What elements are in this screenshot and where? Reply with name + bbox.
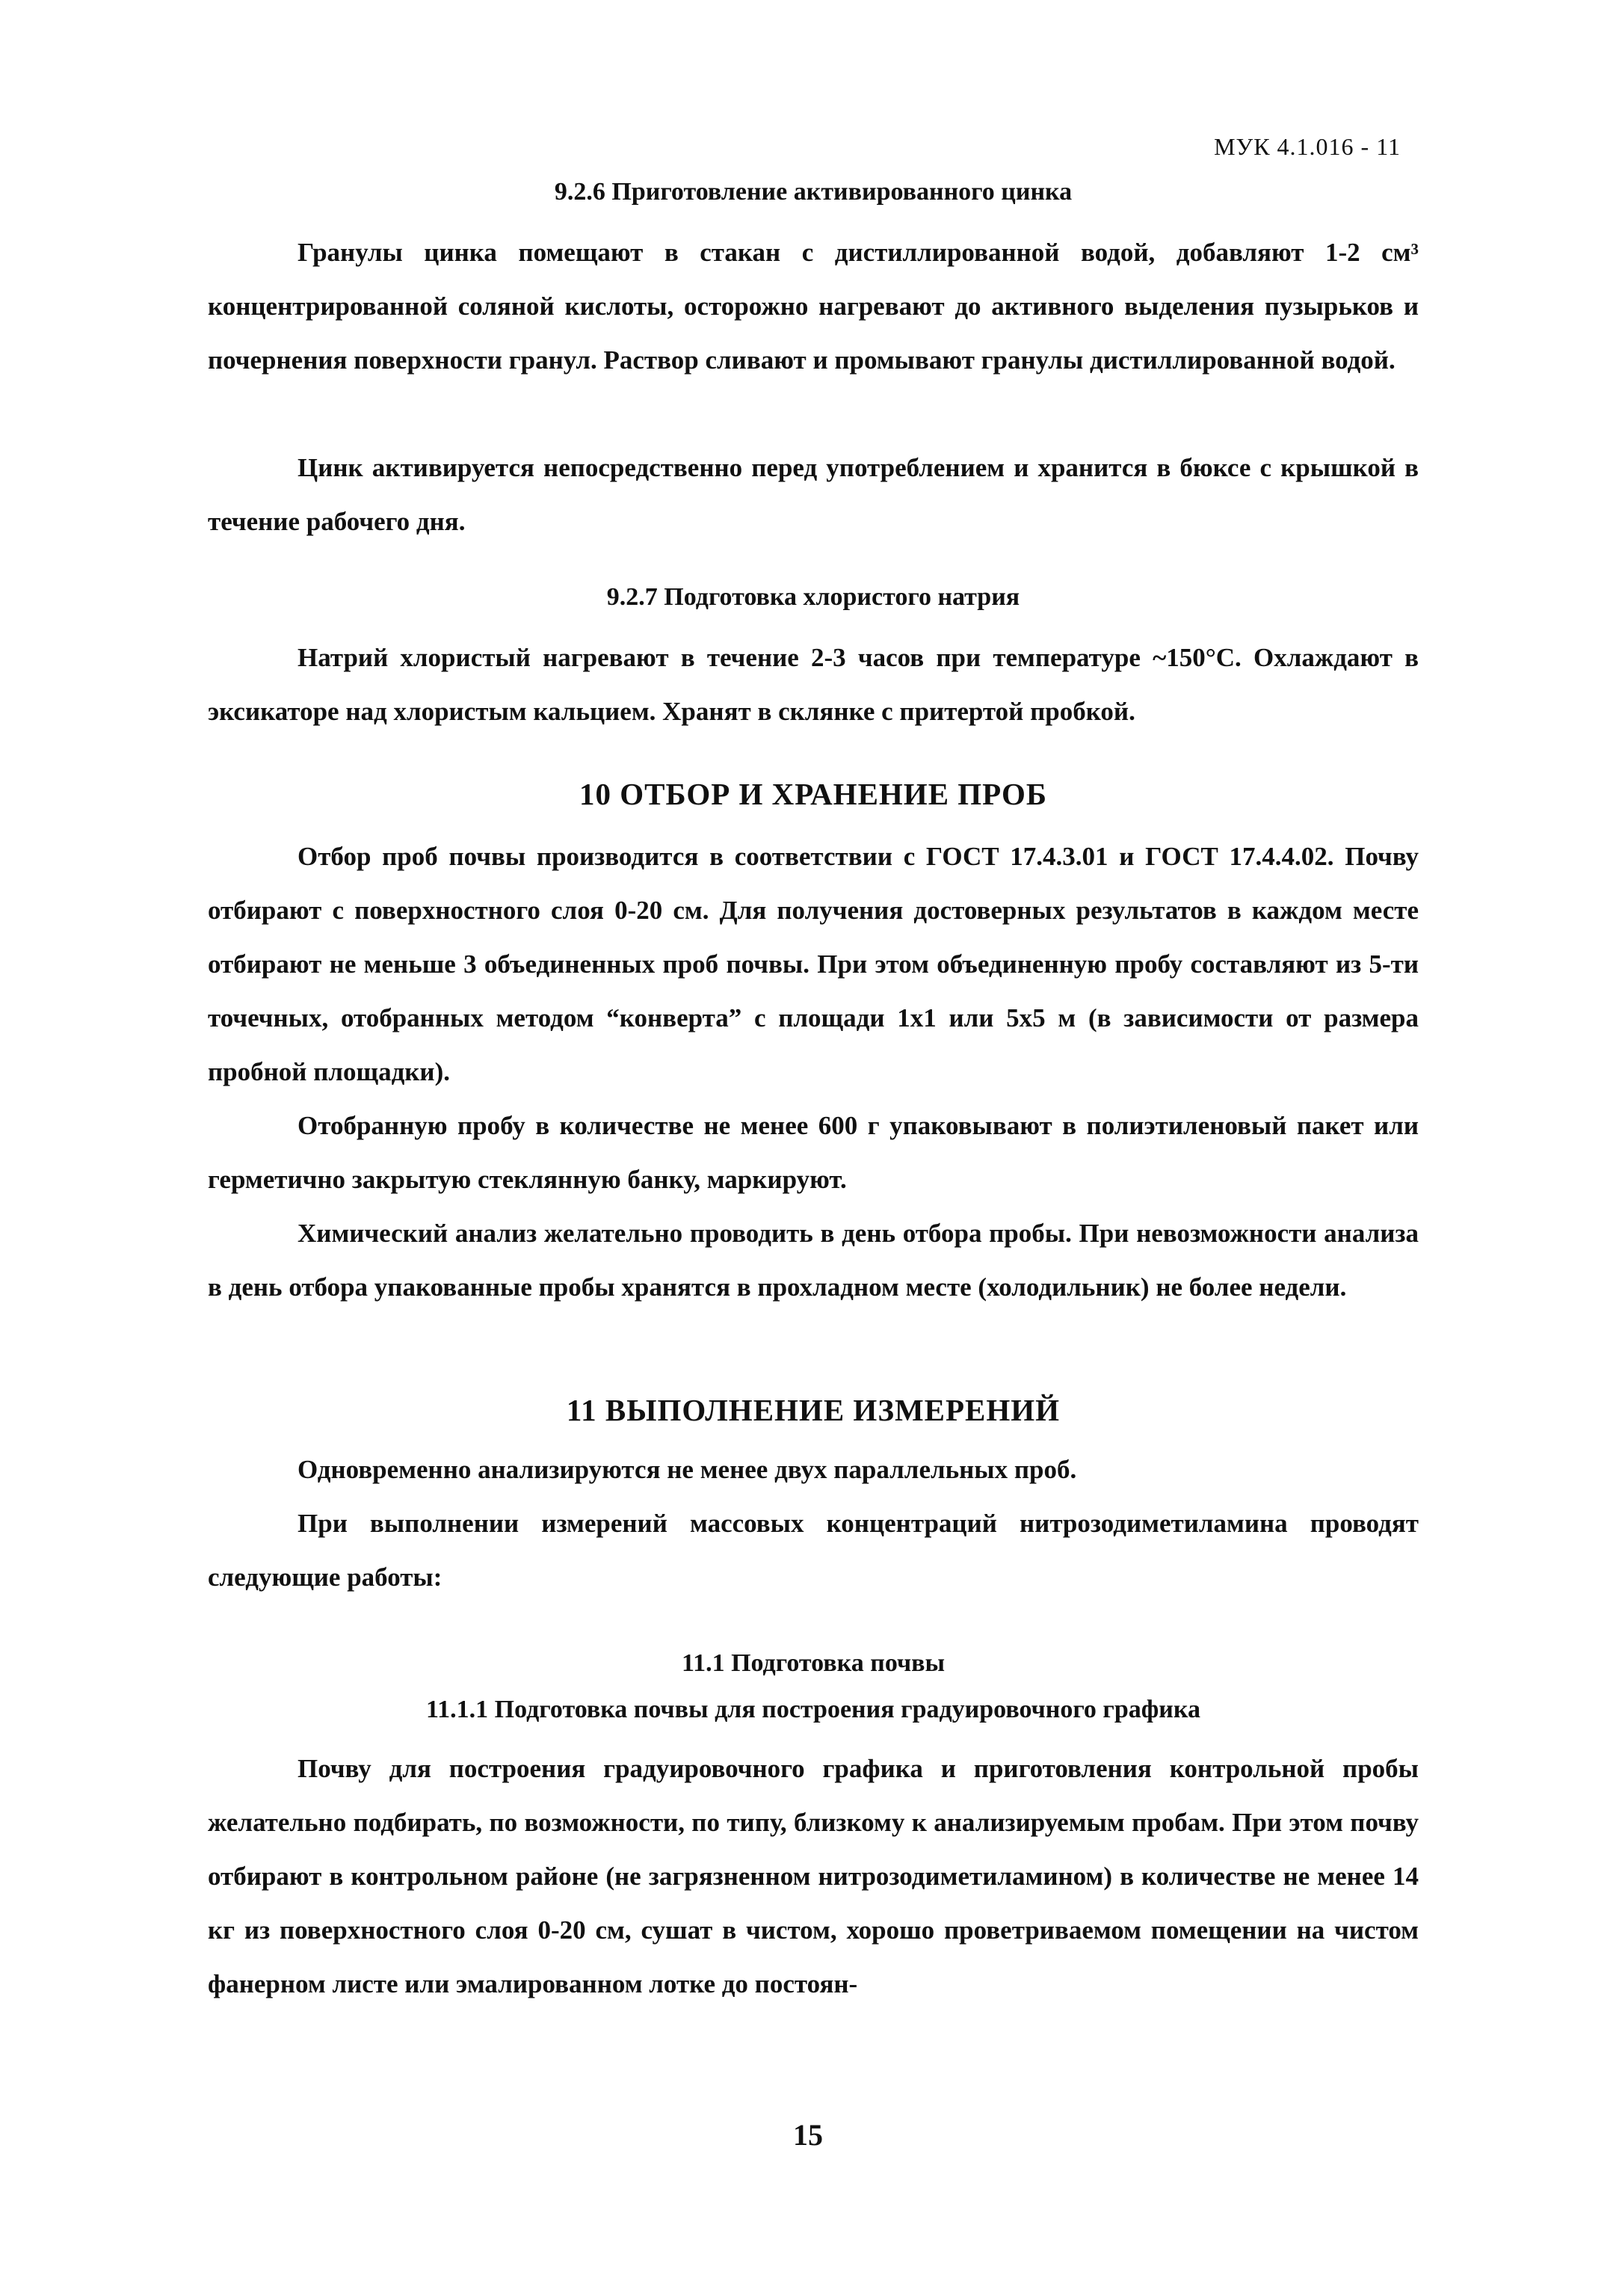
- section-9-2-7: [208, 583, 1419, 612]
- paragraph: Отобранную пробу в количестве не менее 600 г упаковывают в полиэтиленовый пакет или герметично закрытую стеклянную банку, маркируют.: [208, 1111, 1419, 1194]
- section-9-2-6-body: [208, 226, 1419, 387]
- section-9-2-6: [208, 178, 1419, 206]
- paragraph: Гранулы цинка помещают в стакан с дистиллированной водой, добавляют 1-2 см³ концентрированной соляной кислоты, осторожно нагревают до активного выделения пузырьков и почернения поверхности гранул. Раствор сливают и промывают гранулы дистиллированной водой.: [208, 238, 1419, 375]
- paragraph: При выполнении измерений массовых концентраций нитрозодиметиламина проводят следующие работы:: [208, 1509, 1419, 1592]
- page-number: 15: [793, 2118, 823, 2152]
- section-heading: 9.2.6 Приготовление активированного цинка: [554, 178, 1073, 206]
- section-10-body: [208, 830, 1419, 1099]
- section-heading: 11.1 Подготовка почвы: [681, 1649, 946, 1677]
- subsection-heading: 11.1.1 Подготовка почвы для построения градуировочного графика: [426, 1696, 1200, 1723]
- chapter-heading: 11 ВЫПОЛНЕНИЕ ИЗМЕРЕНИЙ: [566, 1393, 1061, 1427]
- paragraph: Почву для построения градуировочного графика и приготовления контрольной пробы желательно подбирать, по возможности, по типу, близкому к анализируемым пробам. При этом почву отбирают в контрольном районе (не загрязненном нитрозодиметиламином) в количестве не менее 14 кг из поверхностного слоя 0-20 см, сушат в чистом, хорошо проветриваемом помещении на чистом фанерном листе или эмалированном лотке до постоян-: [208, 1754, 1419, 1998]
- section-heading: 9.2.7 Подготовка хлористого натрия: [606, 583, 1020, 611]
- section-11-1-1: [208, 1696, 1419, 1724]
- section-10: [208, 776, 1419, 812]
- paragraph: Химический анализ желательно проводить в день отбора пробы. При невозможности анализа в день отбора упакованные пробы хранятся в прохладном месте (холодильник) не более недели.: [208, 1219, 1419, 1302]
- section-10-body-2: [208, 1099, 1419, 1207]
- section-11-1: [208, 1649, 1419, 1678]
- paragraph: Отбор проб почвы производится в соответствии с ГОСТ 17.4.3.01 и ГОСТ 17.4.4.02. Почву отбирают с поверхностного слоя 0-20 см. Для получения достоверных результатов в каждом месте отбирают не меньше 3 объединенных проб почвы. При этом объединенную пробу составляют из 5-ти точечных, отобранных методом “конверта” с площади 1х1 или 5х5 м (в зависимости от размера пробной площадки).: [208, 842, 1419, 1086]
- section-10-body-3: [208, 1207, 1419, 1314]
- section-9-2-7-body: [208, 631, 1419, 739]
- section-11: [208, 1392, 1419, 1428]
- paragraph: Одновременно анализируются не менее двух параллельных проб.: [297, 1455, 1077, 1484]
- section-9-2-6-body-2: [208, 441, 1419, 549]
- paragraph: Цинк активируется непосредственно перед употреблением и хранится в бюксе с крышкой в течение рабочего дня.: [208, 453, 1419, 536]
- section-11-1-1-body: [208, 1742, 1419, 2011]
- document-code: МУК 4.1.016 - 11: [1214, 133, 1401, 160]
- section-11-body-2: [208, 1497, 1419, 1604]
- section-11-body: [208, 1443, 1419, 1497]
- chapter-heading: 10 ОТБОР И ХРАНЕНИЕ ПРОБ: [579, 777, 1047, 811]
- paragraph: Натрий хлористый нагревают в течение 2-3 часов при температуре ~150°С. Охлаждают в эксикаторе над хлористым кальцием. Хранят в склянке с притертой пробкой.: [208, 643, 1419, 726]
